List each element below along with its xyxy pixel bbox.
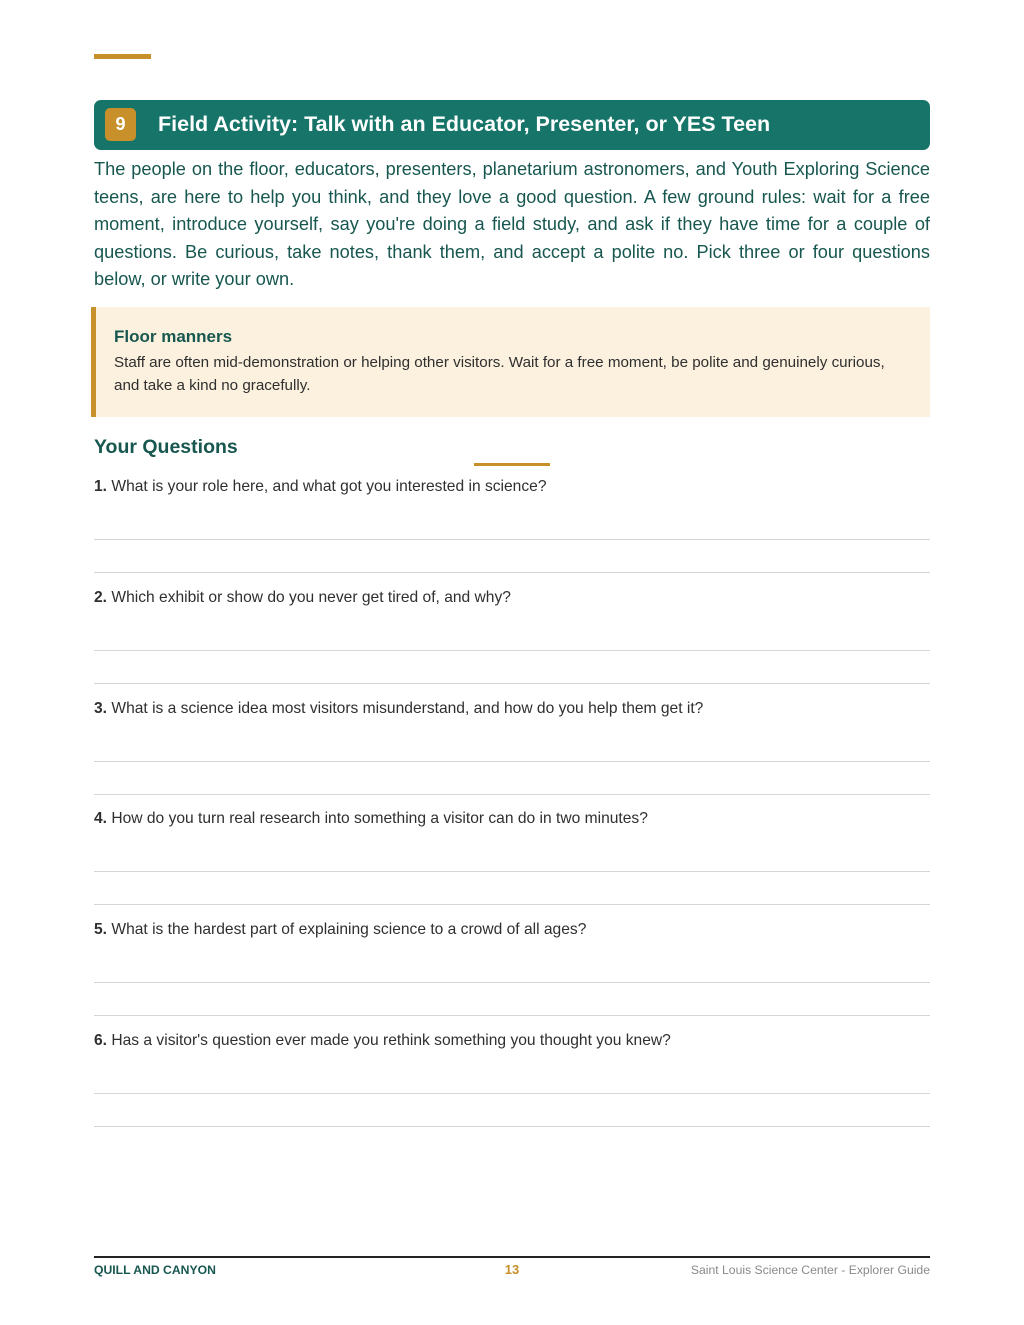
question-item [94, 700, 930, 790]
heading-accent-rule [474, 463, 550, 466]
page-number: 13 [504, 1262, 520, 1277]
question-item [94, 921, 930, 1011]
question-label: What is a science idea most visitors misunderstand, and how do you help them get it? [111, 700, 704, 717]
floor-manners-callout [91, 307, 930, 417]
question-number: 4. [94, 810, 108, 827]
section-header [94, 100, 930, 150]
question-item [94, 810, 930, 900]
question-item [94, 1032, 930, 1122]
question-number: 5. [94, 921, 108, 938]
question-number: 3. [94, 700, 108, 717]
callout-body: Staff are often mid-demonstration or helping other visitors. Wait for a free moment, be polite and genuinely curious, and take a kind no gracefully. [114, 354, 885, 394]
intro-paragraph: The people on the floor, educators, presenters, planetarium astronomers, and Youth Exploring Science teens, are here to help you think, and they love a good question. A few ground rules: wait for a free moment, introduce yourself, say you're doing a field study, and ask if they have time for a couple of questions. Be curious, take notes, thank them, and accept a polite no. Pick three or four questions below, or write your own. [94, 159, 930, 290]
question-text [94, 1032, 671, 1050]
callout-title: Floor manners [114, 327, 233, 346]
answer-line[interactable] [94, 539, 930, 540]
answer-line[interactable] [94, 871, 930, 872]
questions-heading: Your Questions [94, 436, 238, 458]
answer-line[interactable] [94, 650, 930, 651]
question-item [94, 589, 930, 679]
answer-line[interactable] [94, 683, 930, 684]
question-text [94, 589, 511, 607]
section-title: Field Activity: Talk with an Educator, Presenter, or YES Teen [158, 112, 771, 136]
question-number: 2. [94, 589, 108, 606]
answer-line[interactable] [94, 982, 930, 983]
question-item [94, 478, 930, 568]
question-number: 6. [94, 1032, 108, 1049]
footer-rule [94, 1256, 930, 1258]
question-label: How do you turn real research into something a visitor can do in two minutes? [111, 810, 648, 827]
answer-line[interactable] [94, 794, 930, 795]
question-label: What is your role here, and what got you interested in science? [111, 478, 547, 495]
answer-line[interactable] [94, 1015, 930, 1016]
question-label: Which exhibit or show do you never get tired of, and why? [111, 589, 511, 606]
footer-publisher: QUILL AND CANYON [94, 1263, 216, 1277]
top-accent-rule [94, 54, 151, 59]
section-number-badge: 9 [105, 108, 136, 141]
question-text [94, 921, 586, 939]
question-number: 1. [94, 478, 108, 495]
answer-line[interactable] [94, 1093, 930, 1094]
answer-line[interactable] [94, 761, 930, 762]
question-text [94, 810, 648, 828]
footer-guide-title: Saint Louis Science Center - Explorer Guide [690, 1263, 930, 1277]
answer-line[interactable] [94, 572, 930, 573]
question-label: Has a visitor's question ever made you rethink something you thought you knew? [111, 1032, 671, 1049]
answer-line[interactable] [94, 904, 930, 905]
question-label: What is the hardest part of explaining science to a crowd of all ages? [111, 921, 587, 938]
answer-line[interactable] [94, 1126, 930, 1127]
question-text [94, 478, 547, 496]
question-text [94, 700, 703, 718]
